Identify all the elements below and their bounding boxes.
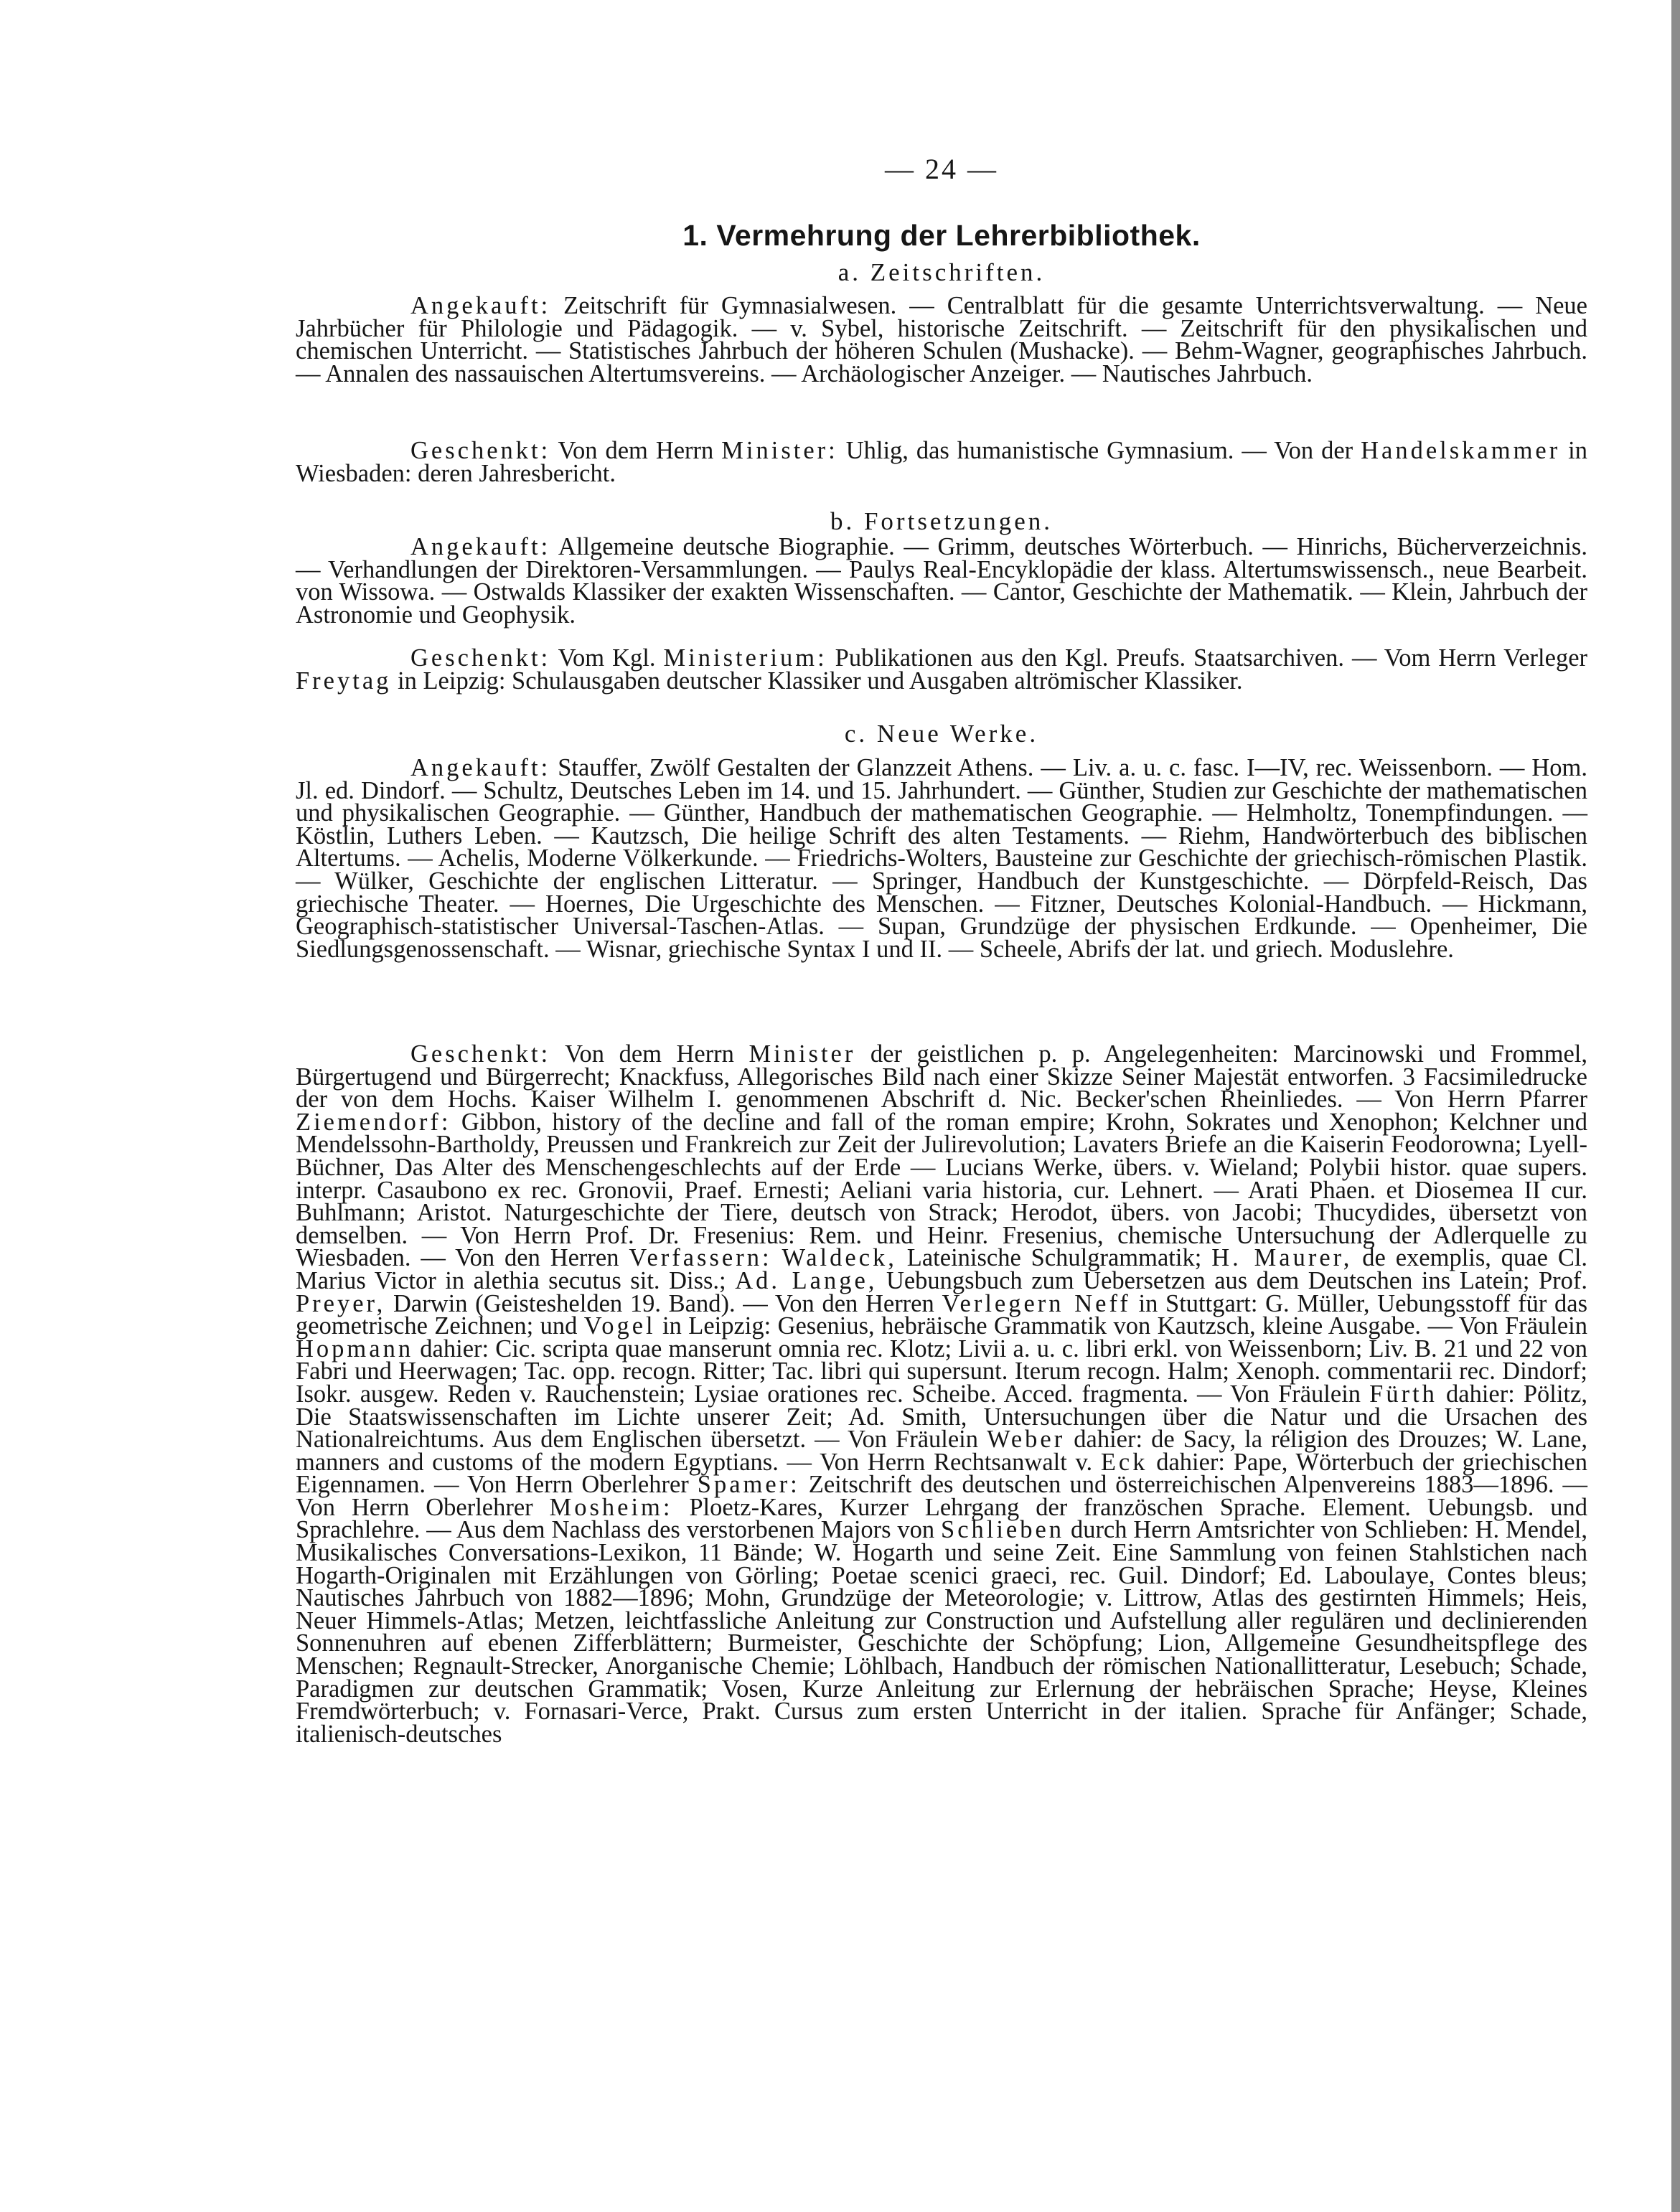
name-waldeck: Waldeck, bbox=[782, 1244, 897, 1272]
page-edge-shadow bbox=[1671, 0, 1680, 2212]
paragraph-fortsetzungen-angekauft bbox=[296, 533, 1587, 629]
text-fragment: in Wiesbaden: deren Jahresbericht. bbox=[296, 437, 1588, 487]
text-fragment: dahier: de Sacy, la réligion des Drouzes; W. Lane, manners and customs of the modern Egyptians. — Von Herrn Rechtsanwalt v. bbox=[296, 1426, 1588, 1476]
name-schlieben: Schlieben bbox=[941, 1516, 1065, 1544]
name-vogel: Vogel bbox=[583, 1312, 656, 1340]
name-handelskammer: Handelskammer bbox=[1361, 437, 1561, 464]
name-mosheim: Mosheim: bbox=[549, 1493, 673, 1521]
text-fragment: in Leipzig: Gesenius, hebräische Grammatik von Kautzsch, kleine Ausgabe. — Von Fräulein bbox=[662, 1312, 1588, 1340]
label-geschenkt: Geschenkt: bbox=[410, 644, 551, 672]
text-fragment: dahier: Pape, Wörterbuch der griechischen Eigennamen. — Von Herrn Oberlehrer bbox=[296, 1448, 1587, 1499]
subheading-neue-werke: c. Neue Werke. bbox=[844, 720, 1039, 748]
name-weber: Weber bbox=[987, 1426, 1066, 1454]
name-lange: Ad. Lange, bbox=[735, 1266, 878, 1294]
section-title: 1. Vermehrung der Lehrerbibliothek. bbox=[682, 219, 1201, 252]
name-ministerium: Ministerium: bbox=[663, 644, 827, 672]
name-verfassern: Verfassern: bbox=[629, 1244, 772, 1272]
name-ziemendorf: Ziemendorf: bbox=[296, 1108, 451, 1136]
name-maurer: H. Maurer, bbox=[1211, 1244, 1353, 1272]
text-fragment: dahier: Cic. scripta quae manserunt omnia rec. Klotz; Livii a. u. c. libri erkl. von Weissenborn; Liv. B. 21 und 22 von Fabri und Heerwagen; Tac. opp. recogn. Ritter; Tac. libri qui supersunt. Iterum recogn. Halm; Xenoph. commentarii rec. Dindorf; Isokr. ausgew. Reden v. Rauchenstein; Lysiae orationes rec. Scheibe. Acced. fragmenta. — Von Fräulein bbox=[296, 1335, 1588, 1408]
text-fragment: Von dem Herrn bbox=[558, 437, 714, 464]
name-spamer: Spamer: bbox=[697, 1471, 800, 1499]
paragraph-zeitschriften-angekauft bbox=[296, 292, 1587, 387]
label-angekauft: Angekauft: bbox=[410, 533, 551, 560]
label-angekauft: Angekauft: bbox=[410, 754, 551, 781]
subheading-zeitschriften: a. Zeitschriften. bbox=[837, 258, 1046, 286]
page-number: — 24 — bbox=[885, 153, 998, 185]
name-verlegern-neff: Verlegern Neff bbox=[942, 1289, 1131, 1317]
subheading-fortsetzungen: b. Fortsetzungen. bbox=[830, 507, 1053, 535]
text-fragment: Ploetz-Kares, Kurzer Lehrgang der französchen Sprache. Element. Uebungsb. und Sprachlehre. — Aus dem Nachlass des verstorbenen Majors von bbox=[296, 1493, 1588, 1544]
text-fragment: Von dem Herrn bbox=[565, 1040, 734, 1068]
label-angekauft: Angekauft: bbox=[410, 292, 551, 319]
name-fuerth: Fürth bbox=[1369, 1380, 1437, 1408]
name-eck: Eck bbox=[1100, 1448, 1148, 1476]
name-minister: Minister bbox=[749, 1040, 856, 1068]
text-fragment: in Leipzig: Schulausgaben deutscher Klassiker und Ausgaben altrömischer Klassiker. bbox=[398, 667, 1243, 695]
text-zeitschriften-angekauft: Zeitschrift für Gymnasialwesen. — Centralblatt für die gesamte Unterrichtsverwaltung. — Neue Jahrbücher für Philologie und Pädagogik. — v. Sybel, historische Zeitschrift. — Zeitschrift für den physikalischen und chemischen Unterricht. — Statistisches Jahrbuch der höheren Schulen (Mushacke). — Behm-Wagner, geographisches Jahrbuch. — Annalen des nassauischen Altertumsvereins. — Archäologischer Anzeiger. — Nautisches Jahrbuch. bbox=[296, 292, 1587, 387]
text-fragment: der geistlichen p. p. Angelegenheiten: Marcinowski und Frommel, Bürgertugend und Bürgerrecht; Knackfuss, Allegorisches Bild nach einer Skizze Seiner Majestät entworfen. 3 Facsimiledrucke der von dem Hochs. Kaiser Wilhelm I. genommenen Abschrift d. Nic. Becker'schen Rheinliedes. — Von Herrn Pfarrer bbox=[296, 1040, 1588, 1114]
text-fragment: in Stuttgart: G. Müller, Uebungsstoff für das geometrische Zeichnen; und bbox=[296, 1289, 1588, 1340]
text-fortsetzungen-angekauft: Allgemeine deutsche Biographie. — Grimm, deutsches Wörterbuch. — Hinrichs, Bücherverzeichnis. — Verhandlungen der Direktoren-Versammlungen. — Paulys Real-Encyklopädie der klass. Altertumswissensch., neue Bearbeit. von Wissowa. — Ostwalds Klassiker der exakten Wissenschaften. — Cantor, Geschichte der Mathematik. — Klein, Jahrbuch der Astronomie und Geophysik. bbox=[296, 533, 1587, 629]
text-fragment: de exemplis, quae Cl. Marius Victor in alethia secutus sit. Diss.; bbox=[296, 1244, 1588, 1294]
text-fragment: Darwin (Geisteshelden 19. Band). — Von den Herren bbox=[393, 1289, 934, 1317]
name-minister: Minister: bbox=[721, 437, 838, 464]
paragraph-fortsetzungen-geschenkt bbox=[296, 644, 1587, 695]
text-fragment: Uebungsbuch zum Uebersetzen aus dem Deutschen ins Latein; Prof. bbox=[886, 1266, 1588, 1294]
paragraph-zeitschriften-geschenkt bbox=[296, 437, 1588, 487]
text-fragment: durch Herrn Amtsrichter von Schlieben: H. Mendel, Musikalisches Conversations-Lexikon, 11 Bände; W. Hogarth und seine Zeit. Eine Sammlung von feinen Stahlstichen nach Hogarth-Originalen mit Erzählungen von Görling; Poetae scenici graeci, rec. Guil. Dindorf; Ed. Laboulaye, Contes bleus; Nautisches Jahrbuch von 1882—1896; Mohn, Grundzüge der Meteorologie; v. Littrow, Atlas des gestirnten Himmels; Heis, Neuer Himmels-Atlas; Metzen, leichtfassliche Anleitung zur Construction und Aufstellung aller regulären und declinierenden Sonnenuhren auf ebenen Zifferblättern; Burmeister, Geschichte der Schöpfung; Lion, Allgemeine Gesundheitspflege des Menschen; Regnault-Strecker, Anorganische Chemie; Löhlbach, Handbuch der römischen Nationallitteratur, Lesebuch; Schade, Paradigmen zur deutschen Grammatik; Vosen, Kurze Anleitung zur Erlernung der hebräischen Sprache; Heyse, Kleines Fremdwörterbuch; v. Fornasari-Verce, Prakt. Cursus zum ersten Unterricht in der italien. Sprache für Anfänger; Schade, italienisch-deutsches bbox=[296, 1516, 1587, 1748]
label-geschenkt: Geschenkt: bbox=[410, 437, 551, 464]
text-fragment: Lateinische Schulgrammatik; bbox=[906, 1244, 1202, 1272]
name-hopmann: Hopmann bbox=[296, 1335, 414, 1363]
paragraph-neue-werke-angekauft bbox=[296, 754, 1588, 963]
text-fragment: Vom Kgl. bbox=[558, 644, 656, 672]
paragraph-neue-werke-geschenkt bbox=[296, 1040, 1588, 1748]
text-fragment: Publikationen aus den Kgl. Preufs. Staatsarchiven. — Vom Herrn Verleger bbox=[835, 644, 1587, 672]
name-freytag: Freytag bbox=[296, 667, 392, 695]
text-neue-werke-angekauft: Stauffer, Zwölf Gestalten der Glanzzeit Athens. — Liv. a. u. c. fasc. I—IV, rec. Weissenborn. — Hom. Jl. ed. Dindorf. — Schultz, Deutsches Leben im 14. und 15. Jahrhundert. — Günther, Studien zur Geschichte der mathematischen und physikalischen Geographie. — Günther, Handbuch der mathematischen Geographie. — Helmholtz, Tonempfindungen. — Köstlin, Luthers Leben. — Kautzsch, Die heilige Schrift des alten Testaments. — Riehm, Handwörterbuch des biblischen Altertums. — Achelis, Moderne Völkerkunde. — Friedrichs-Wolters, Bausteine zur Geschichte der griechisch-römischen Plastik. — Wülker, Geschichte der englischen Litteratur. — Springer, Handbuch der Kunstgeschichte. — Dörpfeld-Reisch, Das griechische Theater. — Hoernes, Die Urgeschichte des Menschen. — Fitzner, Deutsches Kolonial-Handbuch. — Hickmann, Geographisch-statistischer Universal-Taschen-Atlas. — Supan, Grundzüge der physischen Erdkunde. — Openheimer, Die Siedlungsgenossenschaft. — Wisnar, griechische Syntax I und II. — Scheele, Abrifs der lat. und griech. Moduslehre. bbox=[296, 754, 1588, 963]
text-fragment: Gibbon, history of the decline and fall of the roman empire; Krohn, Sokrates und Xenophon; Kelchner und Mendelssohn-Bartholdy, Preussen und Frankreich zur Zeit der Julirevolution; Lavaters Briefe an die Kaiserin Feodorowna; Lyell-Büchner, Das Alter des Menschengeschlechts auf der Erde — Lucians Werke, übers. v. Wieland; Polybii histor. quae supers. interpr. Casaubono ex rec. Gronovii, Praef. Ernesti; Aeliani varia historia, cur. Lehnert. — Arati Phaen. et Diosemea II cur. Buhlmann; Aristot. Naturgeschichte der Tiere, deutsch von Strack; Herodot, übers. von Jacobi; Thucydides, übersetzt von demselben. — Von Herrn Prof. Dr. Fresenius: Rem. und Heinr. Fresenius, chemische Untersuchung der Adlerquelle zu Wiesbaden. — Von den Herren bbox=[296, 1108, 1588, 1272]
name-preyer: Preyer, bbox=[296, 1289, 386, 1317]
label-geschenkt: Geschenkt: bbox=[410, 1040, 551, 1068]
text-fragment: dahier: Pölitz, Die Staatswissenschaften im Lichte unserer Zeit; Ad. Smith, Untersuchungen über die Natur und die Ursachen des Nationalreichtums. Aus dem Englischen übersetzt. — Von Fräulein bbox=[296, 1380, 1588, 1454]
text-fragment: Zeitschrift des deutschen und österreichischen Alpenvereins 1883—1896. — Von Herrn Oberlehrer bbox=[296, 1471, 1588, 1521]
text-fragment: Uhlig, das humanistische Gymnasium. — Von der bbox=[845, 437, 1353, 464]
